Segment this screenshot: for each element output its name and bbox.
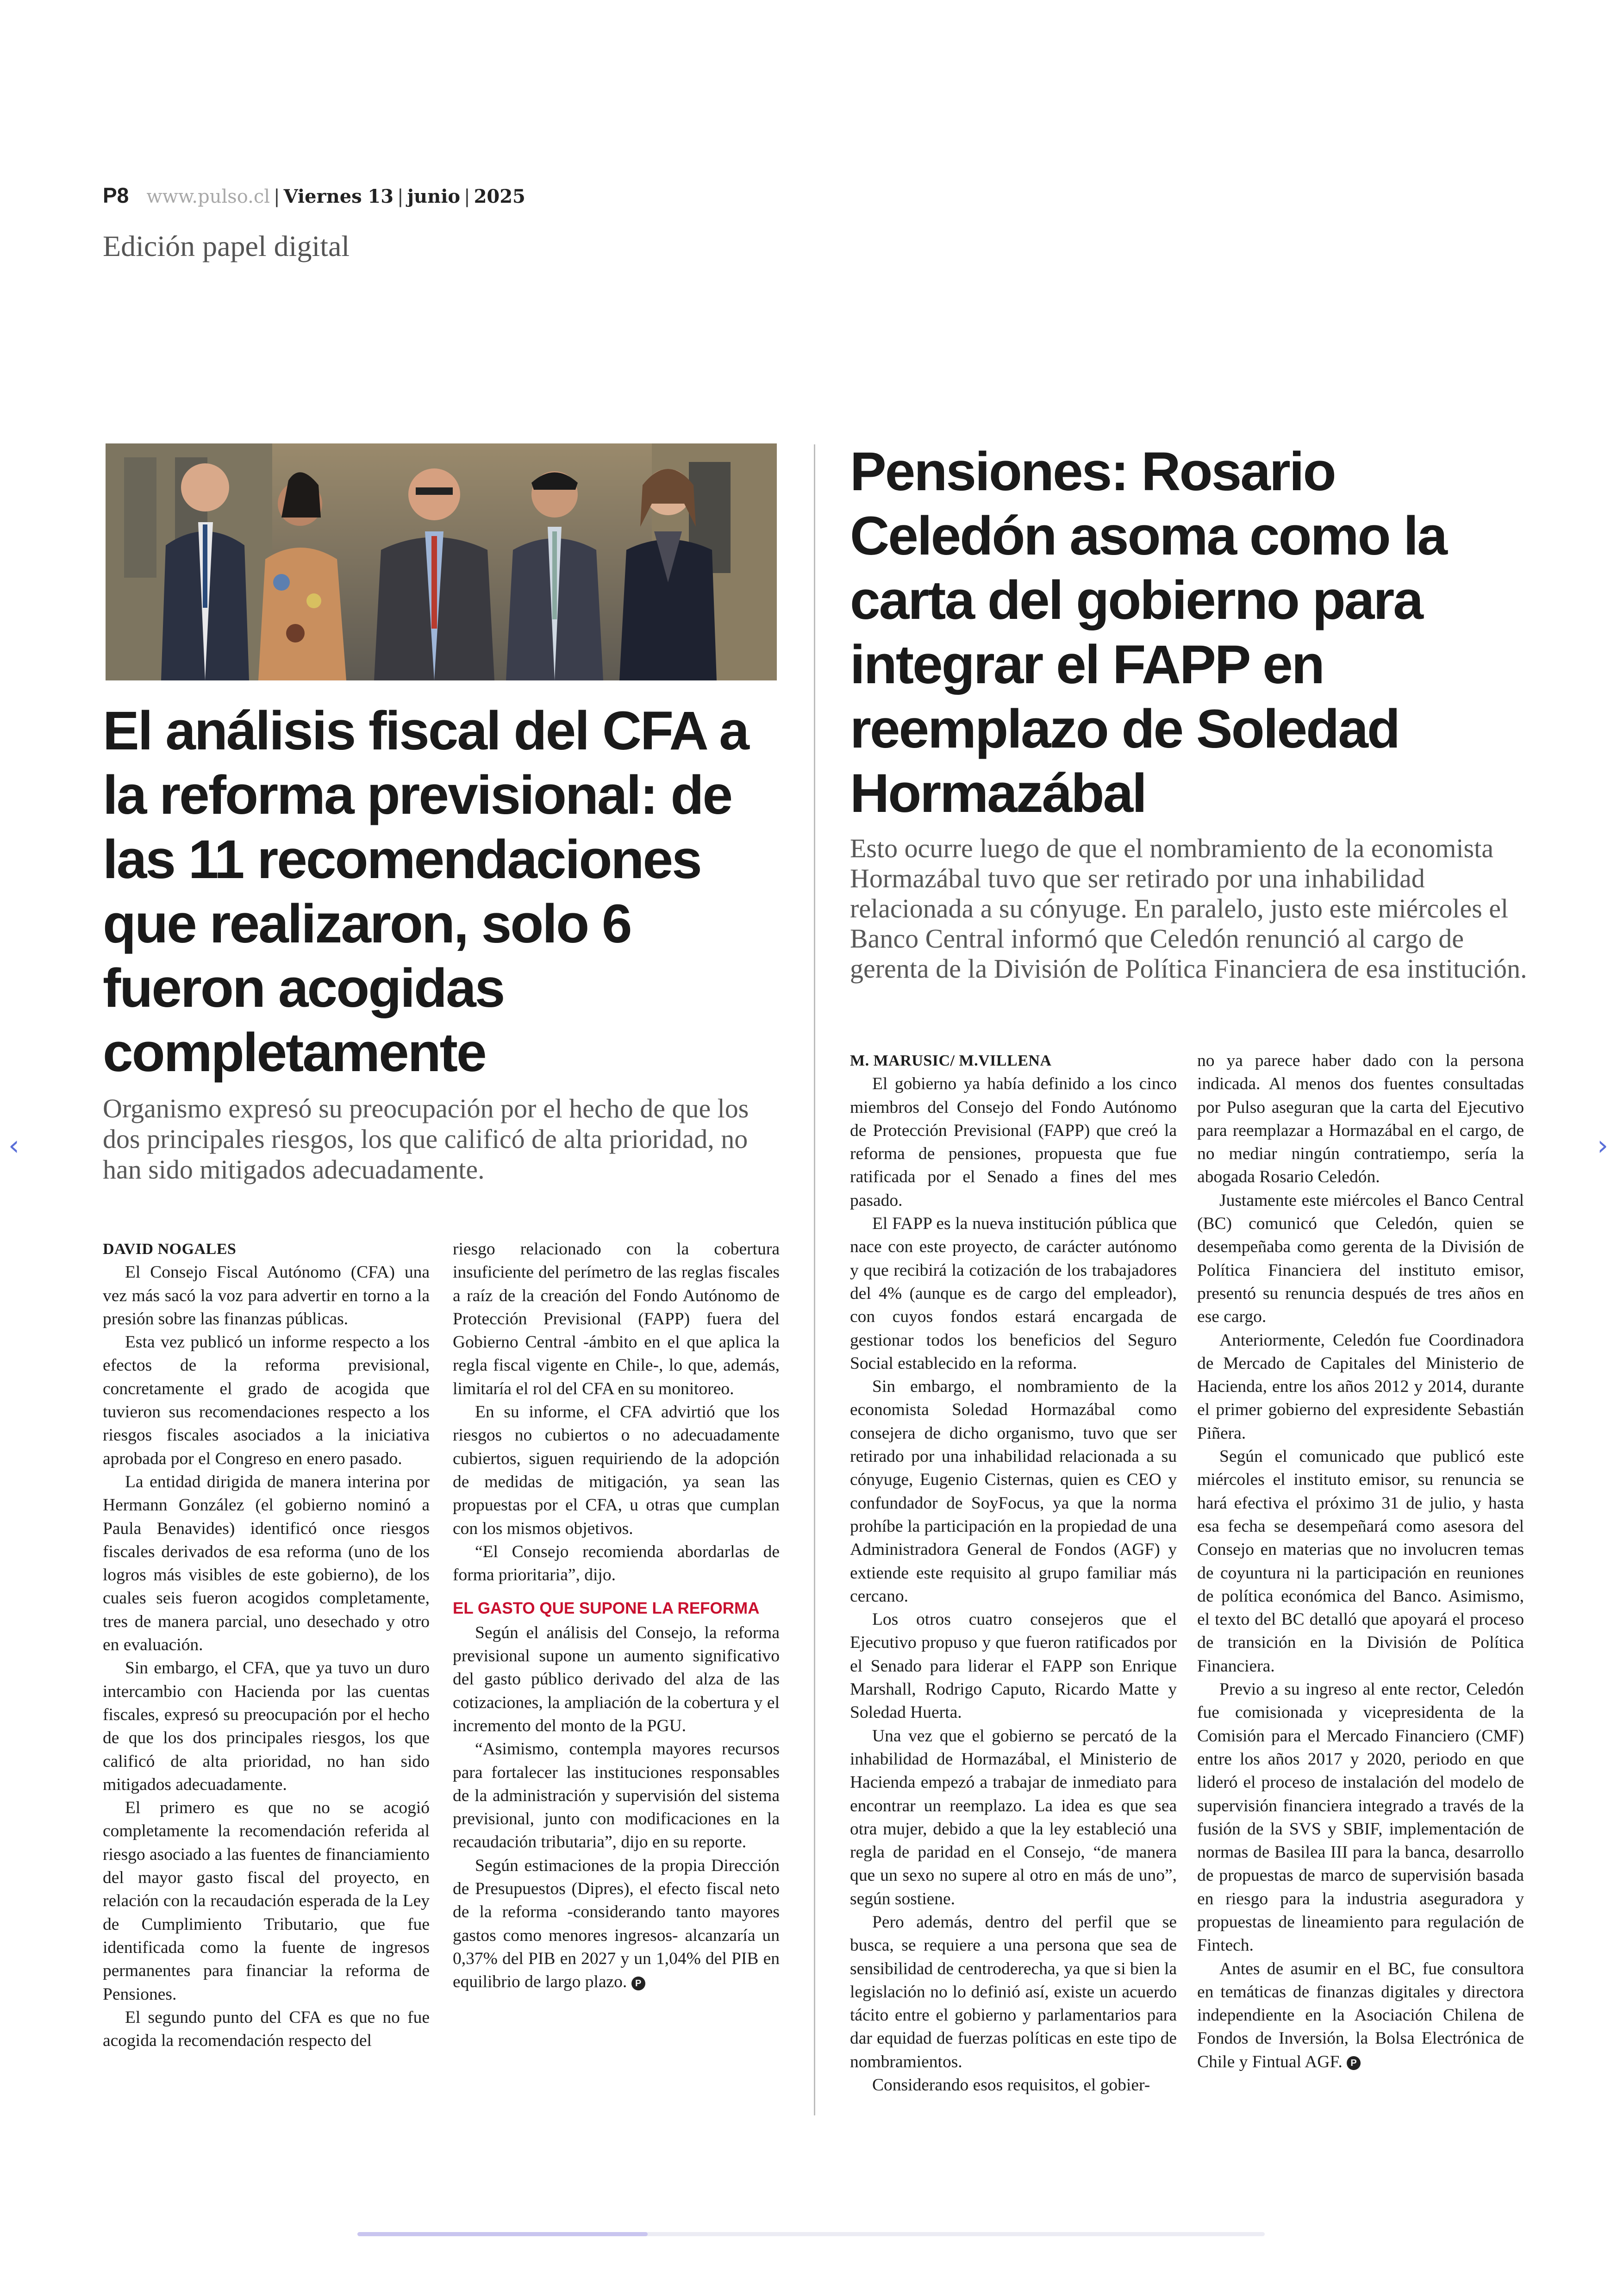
left-column-1 [103,1238,430,2052]
next-page-arrow-icon[interactable]: › [1597,1129,1608,1162]
right-column-1 [850,1049,1177,2097]
paragraph: Previo a su ingreso al ente rector, Celedón fue comisionada y vicepresidenta de la Comisión para el Mercado Financiero (CMF) entre los años 2017 y 2020, periodo en que lideró el proceso de instalación del modelo de supervisión financiera integrado a través de la fusión de la SVS y SBIF, implementación de normas de Basilea III para la banca, desarrollo de propuestas de marco de supervisión basada en riesgo para la industria aseguradora y propuestas de lineamiento para regulación de Fintech. [1197,1680,1524,1955]
paragraph: Justamente este miércoles el Banco Central (BC) comunicó que Celedón, quien se desempeñaba como gerenta de la División de Política Financiera del instituto emisor, presentó su renuncia después de tres años en ese cargo. [1197,1191,1524,1327]
day: 13 [368,186,394,207]
paragraph: El primero es que no se acogió completamente la recomendación referida al riesgo asociado a las fuentes de financiamiento del mayor gasto fiscal del proyecto, en relación con la recaudación esperada de la Ley de Cumplimiento Tributario, que fue identificada como la fuente de ingresos permanentes para financiar la reforma de Pensiones. [103,1798,430,2004]
edition-label: Edición papel digital [103,230,350,262]
left-deck: Organismo expresó su preocupación por el hecho de que los dos principales riesgos, los que calificó de alta prioridad, no han sido mitigados adecuadamente. [103,1093,749,1185]
paragraph: La entidad dirigida de manera interina por Hermann González (el gobierno nominó a Paula Benavides) identificó once riesgos fiscales derivados de esa reforma (uno de los logros más visibles de este gobierno), de los cuales seis fueron acogidos completamente, tres de manera parcial, uno desechado y otro en evaluación. [103,1472,430,1655]
paragraph: riesgo relacionado con la cobertura insuficiente del perímetro de las reglas fiscales a raíz de la creación del Fondo Autónomo de Protección Previsional (FAPP) fuera del Gobierno Central -ámbito en el que aplica la regla fiscal vigente en Chile-, lo que, además, limitaría el rol del CFA en su monitoreo. [453,1240,780,1398]
paragraph: “Asimismo, contempla mayores recursos para fortalecer las instituciones responsables de la administración y supervisión del sistema previsional, junto con modificaciones en la recaudación tributaria”, dijo en su reporte. [453,1740,780,1852]
scrollbar-thumb[interactable] [357,2232,648,2236]
horizontal-scrollbar[interactable] [357,2232,1265,2236]
paragraph: Los otros cuatro consejeros que el Ejecutivo propuso y que fueron ratificados por el Senado para liderar el FAPP son Enrique Marshall, Rodrigo Caputo, Ricardo Matte y Soledad Huerta. [850,1610,1177,1722]
paragraph [453,1854,780,1994]
paragraph: Esta vez publicó un informe respecto a los efectos de la reforma previsional, concretamente el grado de acogida que tuvieron sus recomendaciones respecto a los riesgos fiscales asociados a la iniciativa aprobada por el Congreso en enero pasado. [103,1333,430,1468]
paragraph: Anteriormente, Celedón fue Coordinadora de Mercado de Capitales del Ministerio de Hacienda, entre los años 2012 y 2014, durante el primer gobierno del expresidente Sebastián Piñera. [1197,1330,1524,1443]
paragraph-text: Antes de asumir en el BC, fue consultora en temáticas de finanzas digitales y directora independiente en la Asociación Chilena de Fondos de Inversión, la Bolsa Electrónica de Chile y Fintual AGF. [1197,1959,1524,2071]
paragraph: Sin embargo, el CFA, que ya tuvo un duro intercambio con Hacienda por las cuentas fiscales, expresó su preocupación por el hecho de que los dos principales riesgos, los que calificó de alta prioridad, no han sido mitigados adecuadamente. [103,1659,430,1794]
weekday: Viernes [283,186,362,207]
paragraph: El segundo punto del CFA es que no fue acogida la recomendación respecto del [103,2008,430,2051]
column-divider [814,444,815,2115]
year: 2025 [474,186,525,207]
end-mark-icon: P [1347,2056,1361,2070]
right-column-2 [1197,1049,1524,2074]
paragraph: Una vez que el gobierno se percató de la inhabilidad de Hormazábal, el Ministerio de Hacienda empezó a trabajar de inmediato para encontrar un reemplazo. La idea es que sea otra mujer, debido a que la ley estableció una regla de paridad en el Consejo, “de manera que un sexo no supere al otro en más de uno”, según sostiene. [850,1726,1177,1908]
month: junio [407,186,461,207]
section-subhead: EL GASTO QUE SUPONE LA REFORMA [453,1599,760,1618]
page-number: P8 [103,183,129,207]
right-deck: Esto ocurre luego de que el nombramiento de la economista Hormazábal tuvo que ser retirado por una inhabilidad relacionada a su cónyuge. En paralelo, justo este miércoles el Banco Central informó que Celedón renunció al cargo de gerenta de la División de Política Financiera de esa institución. [850,833,1527,984]
left-headline: El análisis fiscal del CFA a la reforma previsional: de las 11 recomendaciones que realizaron, solo 6 fueron acogidas completamente [103,700,748,1083]
prev-page-arrow-icon[interactable]: ‹ [8,1129,19,1162]
paragraph: Sin embargo, el nombramiento de la economista Soledad Hormazábal como consejera de dicho organismo, tuvo que ser retirado por una inhabilidad relacionada a su cónyuge, Eugenio Cisternas, quien es CEO y confundador de SoyFocus, ya que la norma prohíbe la participación en la propiedad de una Administradora General de Fondos (AGF) y extiende este requisito al grupo familiar más cercano. [850,1377,1177,1606]
page-header: P8 www.pulso.cl | Viernes 13 | junio | 2025 [103,183,525,207]
paragraph [1197,1958,1524,2074]
paragraph: El FAPP es la nueva institución pública que nace con este proyecto, de carácter autónomo y que recibirá la cotización de los trabajadores del 4% (aunque es de cargo del empleador), con cuyos fondos estará encargada de gestionar todos los beneficios del Seguro Social establecido en la reforma. [850,1214,1177,1373]
paragraph: no ya parece haber dado con la persona indicada. Al menos dos fuentes consultadas por Pulso aseguran que la carta del Ejecutivo para reemplazar a Hormazábal en el cargo, de no mediar ningún contratiempo, sería la abogada Rosario Celedón. [1197,1051,1524,1187]
left-column-2 [453,1238,780,1994]
paragraph-text: Según estimaciones de la propia Dirección de Presupuestos (Dipres), el efecto fiscal neto de la reforma -considerando tanto mayores gastos como menores ingresos- alcanzaría un 0,37% del PIB en 2027 y un 1,04% del PIB en equilibrio de largo plazo. [453,1856,780,1992]
paragraph: Según el análisis del Consejo, la reforma previsional supone un aumento significativo del gasto público derivado del alza de las cotizaciones, la ampliación de la cobertura y el incremento del monto de la PGU. [453,1623,780,1735]
paragraph: Considerando esos requisitos, el gobier- [872,2076,1150,2095]
paragraph: El Consejo Fiscal Autónomo (CFA) una vez más sacó la voz para advertir en torno a la presión sobre las finanzas públicas. [103,1263,430,1328]
paragraph: El gobierno ya había definido a los cinco miembros del Consejo del Fondo Autónomo de Protección Previsional (FAPP) que creó la reforma de pensiones, propuesta que fue ratificada por el Senado a fines del mes pasado. [850,1074,1177,1210]
site-url[interactable]: www.pulso.cl [146,186,270,207]
paragraph: Pero además, dentro del perfil que se busca, se requiere a una persona que sea de sensibilidad de centroderecha, ya que si bien la legislación no lo definió así, existe un acuerdo tácito entre el gobierno y parlamentarios para dar equidad de fuerzas políticas en este tipo de nombramientos. [850,1912,1177,2071]
right-byline: M. MARUSIC/ M.VILLENA [850,1052,1052,1069]
paragraph: En su informe, el CFA advirtió que los riesgos no cubiertos o no adecuadamente cubiertos, siguen requiriendo de la adopción de medidas de mitigación, ya sean las propuestas por el CFA, u otras que cumplan con los mismos objetivos. [453,1403,780,1538]
left-byline: DAVID NOGALES [103,1241,237,1258]
end-mark-icon: P [631,1977,645,1990]
group-photo [106,443,777,680]
paragraph: Según el comunicado que publicó este miércoles el instituto emisor, su renuncia se hará efectiva el próximo 31 de julio, y hasta esa fecha se desempeñará como asesora del Consejo en materias que no involucren temas de coyuntura ni la participación en reuniones de política económica del Banco. Asimismo, el texto del BC detalló que apoyará el proceso de transición en la División de Política Financiera. [1197,1447,1524,1676]
right-headline: Pensiones: Rosario Celedón asoma como la carta del gobierno para integrar el FAPP en reemplazo de Soledad Hormazábal [850,441,1446,824]
paragraph: “El Consejo recomienda abordarlas de forma prioritaria”, dijo. [453,1542,780,1585]
